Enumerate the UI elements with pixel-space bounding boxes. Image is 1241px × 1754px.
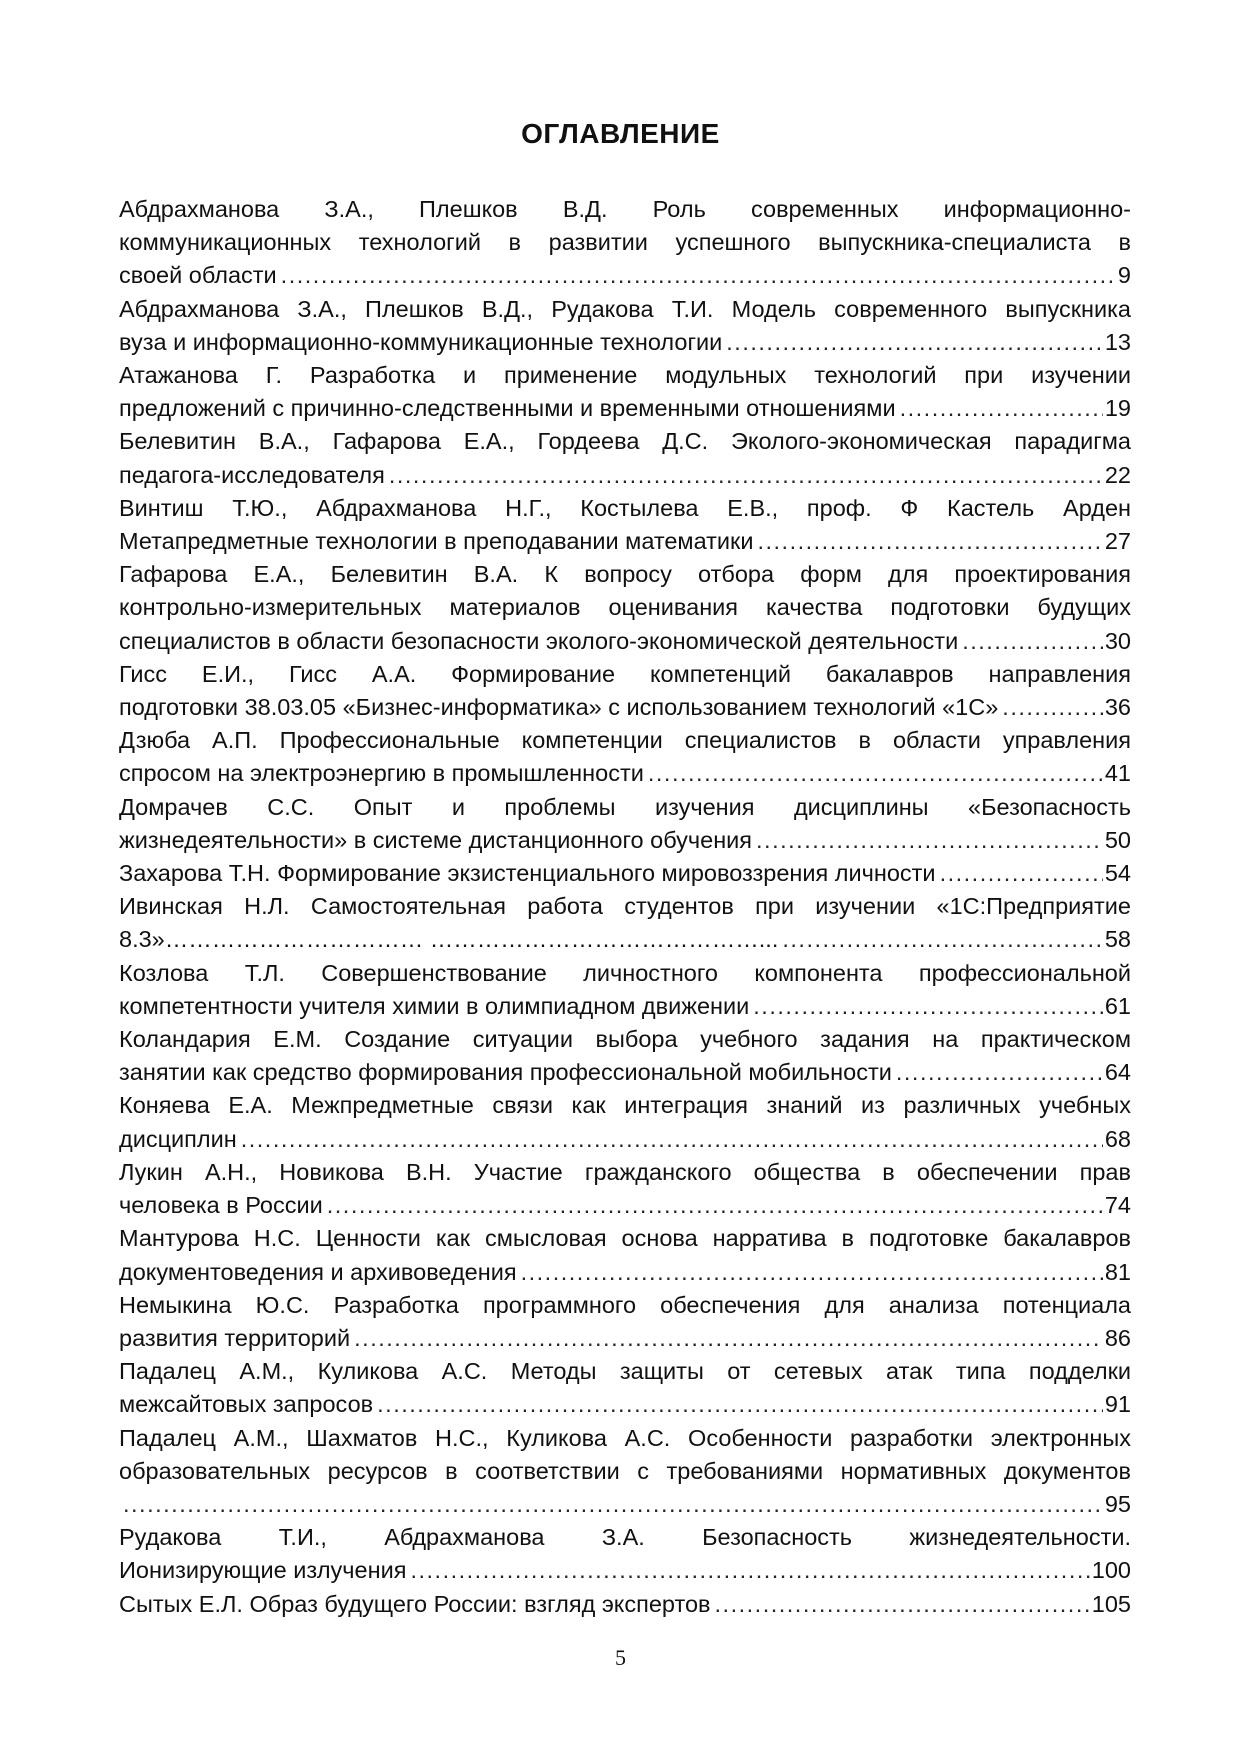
toc-entry-title-end: Ионизирующие излучения xyxy=(119,1557,407,1584)
toc-entry-title-end: человека в России xyxy=(119,1192,323,1219)
toc-entry-page-number: 100 xyxy=(1091,1557,1131,1584)
toc-entry-last-line xyxy=(119,857,1131,890)
toc-entry-line: Рудакова Т.И., Абдрахманова З.А. Безопасность жизнедеятельности. xyxy=(119,1524,1131,1551)
dot-leader xyxy=(757,525,1102,558)
toc-entry-page-number: 50 xyxy=(1104,826,1131,853)
toc-entry-last-line xyxy=(119,459,1131,492)
toc-entry-last-line xyxy=(119,990,1131,1023)
toc-entry-title-end: развития территорий xyxy=(119,1324,351,1351)
toc-entry-line: Гисс Е.И., Гисс А.А. Формирование компетенций бакалавров направления xyxy=(119,660,1131,687)
toc-entry-title-end: предложений с причинно-следственными и временными отношениями xyxy=(119,395,896,422)
dot-leader xyxy=(389,459,1103,492)
dot-leader xyxy=(753,990,1103,1023)
toc-entry-line: Абдрахманова З.А., Плешков В.Д. Роль современных информационно- xyxy=(119,196,1131,222)
toc-entry-page-number: 41 xyxy=(1104,760,1131,787)
toc-entry[interactable] xyxy=(119,1156,1131,1222)
toc-entry-page-number: 64 xyxy=(1104,1059,1131,1086)
toc-entry[interactable] xyxy=(119,1422,1131,1522)
dot-leader xyxy=(940,857,1103,890)
toc-entry-last-line xyxy=(119,691,1131,724)
toc-entry-page-number: 22 xyxy=(1104,461,1131,488)
toc-entry-page-number: 74 xyxy=(1104,1192,1131,1219)
toc-entry-line: Ивинская Н.Л. Самостоятельная работа студентов при изучении «1С:Предприятие xyxy=(119,893,1131,920)
toc-entry[interactable] xyxy=(119,492,1131,558)
toc-entry[interactable] xyxy=(119,359,1131,425)
toc-entry[interactable] xyxy=(119,1089,1131,1155)
toc-entry-title-end: спросом на электроэнергию в промышленности xyxy=(119,760,644,787)
toc-entry-line: Немыкина Ю.С. Разработка программного обеспечения для анализа потенциала xyxy=(119,1291,1131,1318)
toc-entry-page-number: 36 xyxy=(1104,694,1131,721)
dot-leader xyxy=(521,1256,1103,1289)
toc-entry[interactable] xyxy=(119,1289,1131,1355)
toc-entry[interactable] xyxy=(119,1588,1131,1621)
toc-entry-page-number: 19 xyxy=(1104,395,1131,422)
toc-entry-line: Белевитин В.А., Гафарова Е.А., Гордеева Д.С. Эколого-экономическая парадигма xyxy=(119,428,1131,455)
toc-entry-page-number: 68 xyxy=(1104,1125,1131,1152)
toc-entry-line: Коняева Е.А. Межпредметные связи как интеграция знаний из различных учебных xyxy=(119,1092,1131,1119)
dot-leader xyxy=(962,625,1103,658)
toc-entry-last-line xyxy=(119,1322,1131,1355)
dot-leader xyxy=(896,1056,1103,1089)
toc-entry-line: Винтиш Т.Ю., Абдрахманова Н.Г., Костылева Е.В., проф. Ф Кастель Арден xyxy=(119,494,1131,521)
toc-entry-line: Абдрахманова З.А., Плешков В.Д., Рудакова Т.И. Модель современного выпускника xyxy=(119,295,1131,322)
toc-entry-page-number: 91 xyxy=(1104,1391,1131,1418)
toc-entry[interactable] xyxy=(119,293,1131,359)
toc-entry-page-number: 58 xyxy=(1104,926,1131,953)
dot-leader xyxy=(648,757,1103,790)
toc-entry-last-line xyxy=(119,625,1131,658)
dot-leader xyxy=(123,1488,1103,1521)
toc-entry-line: контрольно-измерительных материалов оценивания качества подготовки будущих xyxy=(119,594,1131,621)
toc-entry-line: Мантурова Н.С. Ценности как смысловая основа нарратива в подготовке бакалавров xyxy=(119,1225,1131,1252)
toc-entry-title-end: жизнедеятельности» в системе дистанционного обучения xyxy=(119,826,753,853)
toc-entry-title-end: 8.3»…………………………… ……………………………………... xyxy=(119,926,779,953)
toc-entry-title-end: компетентности учителя химии в олимпиадном движении xyxy=(119,992,750,1019)
toc-entry-line: Домрачев С.С. Опыт и проблемы изучения дисциплины «Безопасность xyxy=(119,793,1131,820)
toc-entry[interactable] xyxy=(119,658,1131,724)
toc-entry-last-line xyxy=(119,1388,1131,1421)
toc-entry-line: Атажанова Г. Разработка и применение модульных технологий при изучении xyxy=(119,362,1131,389)
toc-entry[interactable] xyxy=(119,558,1131,658)
dot-leader xyxy=(1002,691,1103,724)
toc-entry-page-number: 105 xyxy=(1091,1590,1131,1617)
toc-entry-line: Дзюба А.П. Профессиональные компетенции специалистов в области управления xyxy=(119,727,1131,754)
toc-entry-last-line xyxy=(119,1256,1131,1289)
toc-entry[interactable] xyxy=(119,890,1131,956)
toc-entry-line: Лукин А.Н., Новикова В.Н. Участие гражданского общества в обеспечении прав xyxy=(119,1158,1131,1185)
dot-leader xyxy=(354,1322,1103,1355)
dot-leader xyxy=(900,392,1103,425)
toc-entry-last-line xyxy=(119,525,1131,558)
toc-entry[interactable] xyxy=(119,193,1131,293)
dot-leader xyxy=(327,1189,1103,1222)
toc-entry-title-end: подготовки 38.03.05 «Бизнес-информатика» с использованием технологий «1С» xyxy=(119,694,999,721)
toc-entry-title-end: Захарова Т.Н. Формирование экзистенциального мировоззрения личности xyxy=(119,860,936,887)
toc-entry-last-line xyxy=(119,1189,1131,1222)
toc-entry[interactable] xyxy=(119,1222,1131,1288)
toc-heading: ОГЛАВЛЕНИЕ xyxy=(521,118,720,149)
toc-entry-page-number: 13 xyxy=(1104,328,1131,355)
toc-entry-title-end: дисциплин xyxy=(119,1125,237,1152)
toc-entry[interactable] xyxy=(119,957,1131,1023)
dot-leader xyxy=(281,259,1116,292)
toc-entry-title-end: Метапредметные технологии в преподавании математики xyxy=(119,528,754,555)
toc-entry-line: Падалец А.М., Куликова А.С. Методы защиты от сетевых атак типа подделки xyxy=(119,1358,1131,1385)
toc-entry-last-line xyxy=(119,1056,1131,1089)
dot-leader xyxy=(756,824,1103,857)
page-number: 5 xyxy=(615,1645,626,1670)
dot-leader xyxy=(715,1588,1090,1621)
toc-entry-last-line xyxy=(119,1554,1131,1587)
toc-entry-last-line xyxy=(119,1488,1131,1521)
toc-entry-last-line xyxy=(119,392,1131,425)
toc-entry[interactable] xyxy=(119,791,1131,857)
toc-entry-line: Коландария Е.М. Создание ситуации выбора учебного задания на практическом xyxy=(119,1026,1131,1053)
toc-entry-page-number: 81 xyxy=(1104,1258,1131,1285)
toc-entry-line: Козлова Т.Л. Совершенствование личностного компонента профессиональной xyxy=(119,959,1131,986)
toc-entry-page-number: 30 xyxy=(1104,627,1131,654)
toc-entry-page-number: 54 xyxy=(1104,860,1131,887)
toc-entry-page-number: 9 xyxy=(1117,262,1131,289)
toc-entry-last-line xyxy=(119,923,1131,956)
toc-entry-page-number: 27 xyxy=(1104,528,1131,555)
toc-entry[interactable] xyxy=(119,724,1131,790)
toc-entry-title-end: документоведения и архивоведения xyxy=(119,1258,517,1285)
toc-entry-page-number: 86 xyxy=(1104,1324,1131,1351)
toc-entry-title-end: Сытых Е.Л. Образ будущего России: взгляд экспертов xyxy=(119,1590,711,1617)
toc-entry-last-line xyxy=(119,259,1131,292)
dot-leader xyxy=(782,923,1103,956)
toc-entry-last-line xyxy=(119,1588,1131,1621)
toc-entry-title-end: специалистов в области безопасности эколого-экономической деятельности xyxy=(119,627,959,654)
toc-entry-last-line xyxy=(119,824,1131,857)
toc-list xyxy=(119,193,1131,1621)
toc-entry-line: Падалец А.М., Шахматов Н.С., Куликова А.С. Особенности разработки электронных xyxy=(119,1424,1131,1451)
toc-entry-title-end: педагога-исследователя xyxy=(119,461,385,488)
toc-entry-title-end: межсайтовых запросов xyxy=(119,1391,374,1418)
toc-entry[interactable] xyxy=(119,1521,1131,1587)
dot-leader xyxy=(726,326,1103,359)
toc-entry-line: коммуникационных технологий в развитии успешного выпускника-специалиста в xyxy=(119,229,1131,256)
toc-entry-last-line xyxy=(119,757,1131,790)
toc-entry-last-line xyxy=(119,1123,1131,1156)
toc-entry-title-end: вуза и информационно-коммуникационные технологии xyxy=(119,328,723,355)
toc-entry-title-end: своей области xyxy=(119,262,277,289)
toc-entry-page-number: 61 xyxy=(1104,992,1131,1019)
dot-leader xyxy=(377,1388,1103,1421)
dot-leader xyxy=(241,1123,1103,1156)
toc-entry-title-end: занятии как средство формирования профессиональной мобильности xyxy=(119,1059,892,1086)
toc-entry-line: Гафарова Е.А., Белевитин В.А. К вопросу отбора форм для проектирования xyxy=(119,561,1131,588)
toc-entry-line: образовательных ресурсов в соответствии с требованиями нормативных документов xyxy=(119,1457,1131,1484)
toc-entry[interactable] xyxy=(119,1023,1131,1089)
toc-entry-last-line xyxy=(119,326,1131,359)
dot-leader xyxy=(410,1554,1089,1587)
toc-entry[interactable] xyxy=(119,857,1131,890)
toc-entry[interactable] xyxy=(119,1355,1131,1421)
toc-entry[interactable] xyxy=(119,425,1131,491)
toc-entry-page-number: 95 xyxy=(1104,1490,1131,1517)
